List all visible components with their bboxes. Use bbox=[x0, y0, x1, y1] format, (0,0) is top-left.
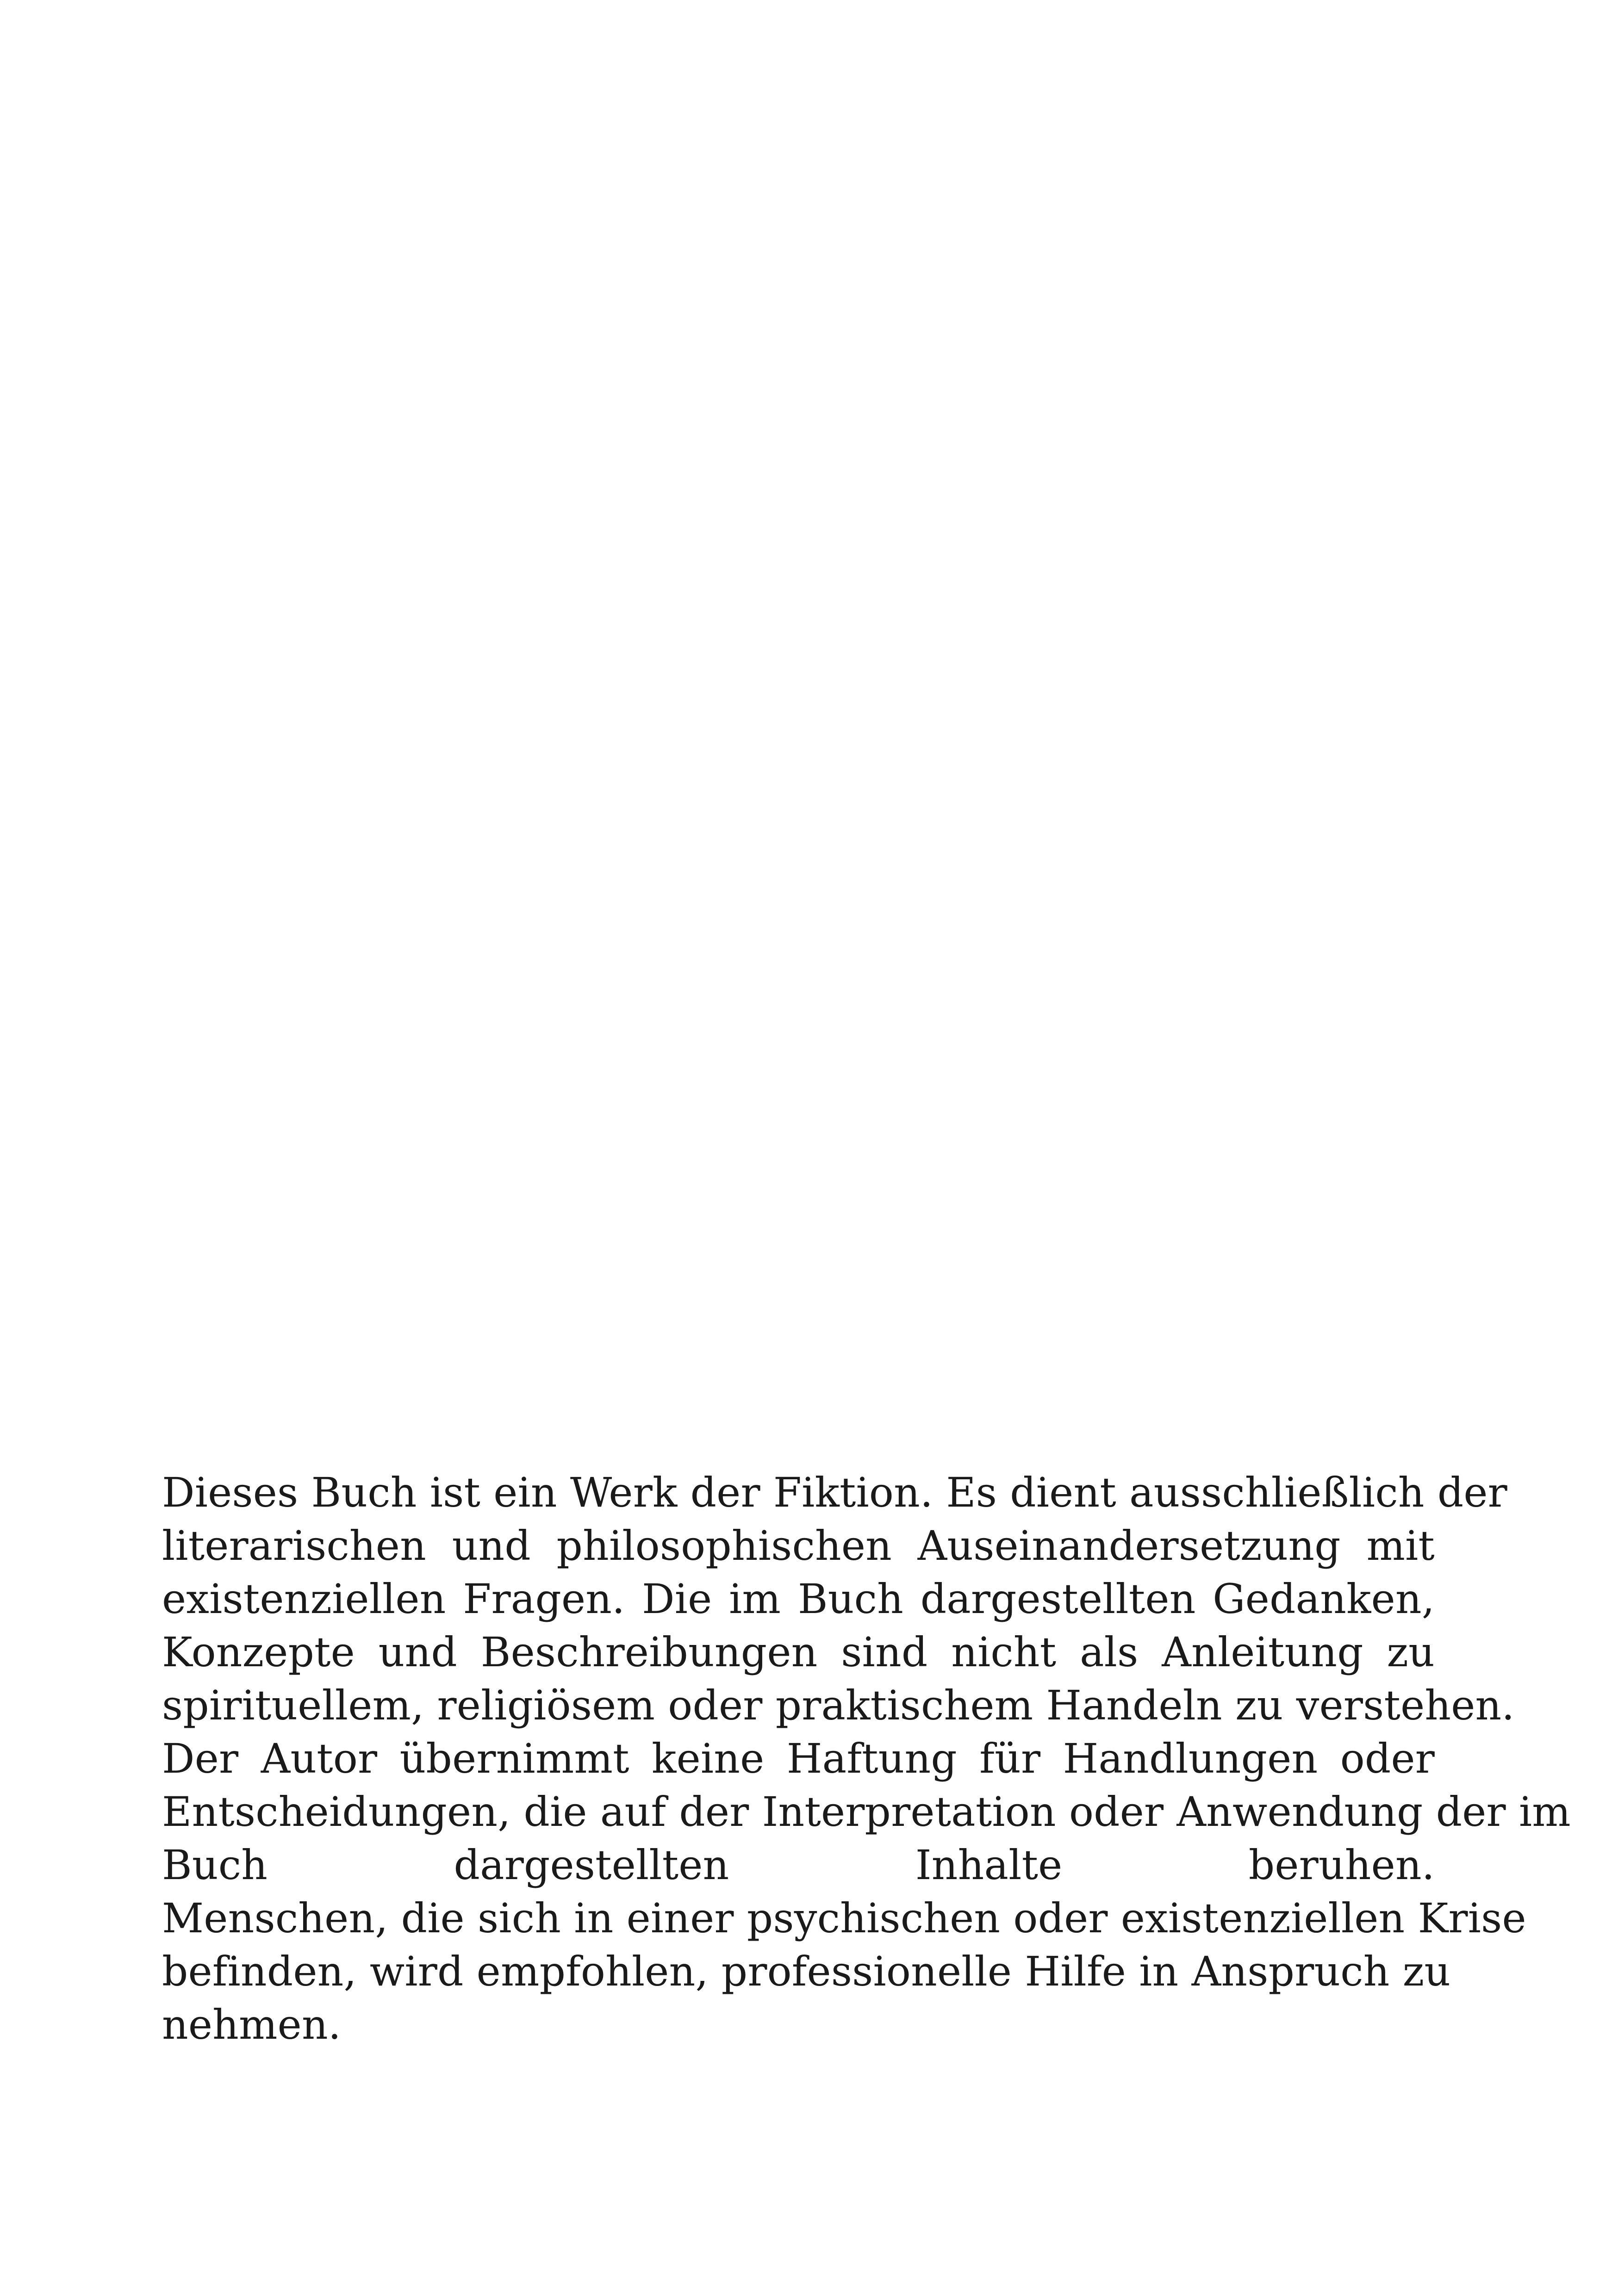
disclaimer-line-3: existenziellen Fragen. Die im Buch dargestellten Gedanken, bbox=[162, 1575, 1435, 1623]
disclaimer-line-6: Der Autor übernimmt keine Haftung für Handlungen oder bbox=[162, 1735, 1435, 1782]
disclaimer-line-11: nehmen. bbox=[162, 2001, 342, 2048]
disclaimer-line-5: spirituellem, religiösem oder praktischem Handeln zu verstehen. bbox=[162, 1682, 1515, 1729]
disclaimer-line-4: Konzepte und Beschreibungen sind nicht als Anleitung zu bbox=[162, 1628, 1435, 1676]
disclaimer-paragraph bbox=[162, 1466, 1571, 2051]
disclaimer-line-9: Menschen, die sich in einer psychischen oder existenziellen Krise bbox=[162, 1894, 1526, 1942]
disclaimer-line-8: Buch dargestellten Inhalte beruhen. bbox=[162, 1841, 1435, 1889]
disclaimer-line-1: Dieses Buch ist ein Werk der Fiktion. Es dient ausschließlich der bbox=[162, 1469, 1507, 1516]
disclaimer-line-7: Entscheidungen, die auf der Interpretation oder Anwendung der im bbox=[162, 1788, 1571, 1836]
disclaimer-line-2: literarischen und philosophischen Auseinandersetzung mit bbox=[162, 1522, 1435, 1570]
disclaimer-line-10: befinden, wird empfohlen, professionelle Hilfe in Anspruch zu bbox=[162, 1948, 1451, 1995]
